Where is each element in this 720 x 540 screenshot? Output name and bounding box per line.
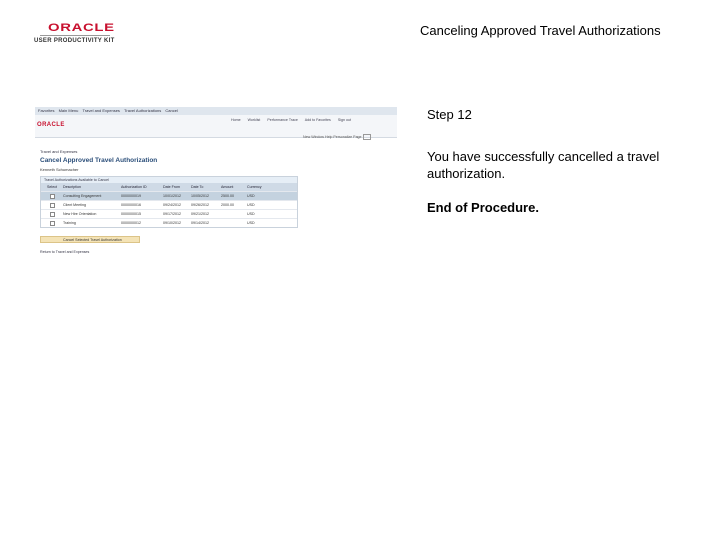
navlink: Sign out [337, 118, 352, 122]
cell-date-to: 10/05/2012 [191, 194, 209, 198]
topbar-item: Travel Authorizations [124, 108, 162, 113]
utility-link: Help [324, 134, 333, 139]
topbar-item: Favorites [38, 108, 55, 113]
topbar-item: Main Menu [58, 108, 79, 113]
cell-date-from: 09/24/2012 [163, 203, 181, 207]
topbar-item: Cancel [165, 108, 178, 113]
utility-link: Personalize Page [333, 134, 362, 139]
cell-authorization-id: 0000000012 [121, 221, 141, 225]
cell-description: Client Meeting [63, 203, 86, 207]
cell-amount [221, 219, 247, 227]
column-header: Description [63, 185, 81, 189]
table-row [41, 209, 297, 218]
screenshot-brand: ORACLE [37, 122, 65, 128]
column-header: Currency [247, 185, 262, 189]
logo-brand: ORACLE [48, 22, 115, 34]
row-select-checkbox [50, 194, 55, 199]
logo-product: USER PRODUCTIVITY KIT [34, 38, 115, 44]
row-select-checkbox [50, 212, 55, 217]
table-row [41, 200, 297, 209]
logo-rule [40, 35, 110, 36]
cell-authorization-id: 0000000015 [121, 212, 141, 216]
cell-date-from: 09/17/2012 [163, 212, 181, 216]
utility-link: New Window [303, 134, 324, 139]
cell-amount [221, 210, 247, 218]
row-select-checkbox [50, 221, 55, 226]
cell-date-from: 10/01/2012 [163, 194, 181, 198]
navlink: Add to Favorites [304, 118, 331, 122]
cell-currency: USD [247, 212, 255, 216]
cell-date-to: 09/26/2012 [191, 203, 209, 207]
screenshot-subtitle: Kenneth Schumacher [40, 167, 79, 172]
screenshot-navlinks [231, 118, 357, 122]
cell-description: New Hire Orientation [63, 212, 97, 216]
screenshot-breadcrumb: Travel and Expenses [40, 149, 78, 154]
return-link: Return to Travel and Expenses [40, 250, 90, 254]
cell-description: Training [63, 221, 76, 225]
column-header: Date To [191, 185, 204, 189]
step-message: You have successfully cancelled a travel authorization. [427, 149, 660, 181]
oracle-upk-logo [34, 22, 124, 48]
topbar-item: Travel and Expenses [82, 108, 120, 113]
cell-amount: 2500.00 [221, 194, 234, 198]
cell-authorization-id: 0000000019 [121, 194, 141, 198]
screenshot-page-title: Cancel Approved Travel Authorization [40, 157, 158, 164]
cancel-authorization-button: Cancel Selected Travel Authorization [40, 236, 140, 243]
table-row [41, 218, 297, 227]
end-of-procedure: End of Procedure. [427, 200, 539, 215]
cell-currency: USD [247, 203, 255, 207]
cell-date-from: 09/10/2012 [163, 221, 181, 225]
screenshot-thumbnail [35, 107, 397, 257]
row-select-checkbox [50, 203, 55, 208]
navlink: Home [231, 118, 241, 122]
screenshot-utility-links [303, 134, 371, 140]
screenshot-table [40, 176, 298, 228]
column-header: Amount [221, 185, 234, 189]
step-label: Step 12 [427, 107, 472, 122]
navlink: Worklist [247, 118, 261, 122]
column-header: Date From [163, 185, 180, 189]
cell-date-to: 09/14/2012 [191, 221, 209, 225]
cell-currency: USD [247, 194, 255, 198]
table-header [41, 183, 297, 191]
column-header: Authorization ID [121, 185, 147, 189]
cell-date-to: 09/21/2012 [191, 212, 209, 216]
cell-description: Consulting Engagement [63, 194, 102, 198]
table-row [41, 191, 297, 200]
cell-authorization-id: 0000000016 [121, 203, 141, 207]
utility-icon [363, 134, 371, 140]
cell-amount: 2000.00 [221, 203, 234, 207]
slide-title: Canceling Approved Travel Authorizations [420, 23, 661, 38]
screenshot-topbar [35, 107, 397, 115]
table-caption: Travel Authorizations Available to Cancel [41, 177, 297, 183]
column-header: Select [47, 185, 57, 189]
navlink: Performance Trace [267, 118, 298, 122]
cell-currency: USD [247, 221, 255, 225]
